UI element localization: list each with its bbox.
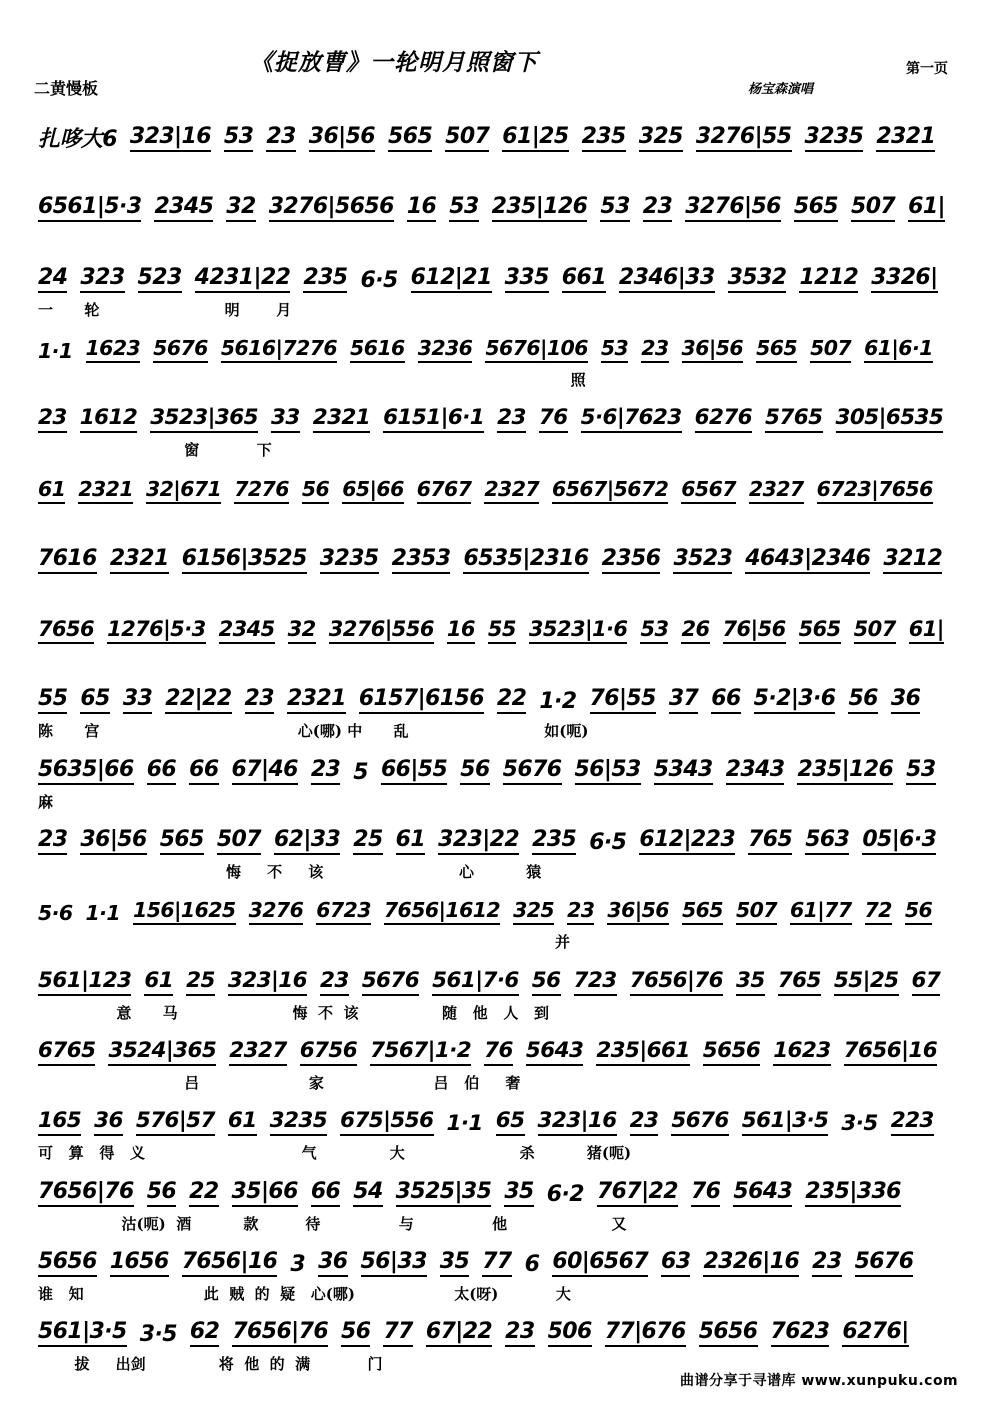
note-group: 35 — [440, 1250, 469, 1277]
note-group: 223 — [891, 1109, 934, 1136]
tempo-mode-label: 二黄慢板 — [34, 79, 99, 98]
note-group: 61 — [144, 969, 173, 996]
jianpu-notes — [38, 1313, 950, 1347]
note-group: 235 — [532, 828, 576, 855]
lyric-text: 窗 下 — [38, 441, 272, 460]
note-group: 54 — [353, 1180, 382, 1207]
note-group: 1·1 — [38, 338, 73, 363]
note-group: 61 — [228, 1109, 257, 1136]
note-group: 3276|56 — [685, 195, 781, 222]
note-group: 23 — [311, 758, 340, 785]
note-group: 7567|1·2 — [370, 1039, 471, 1066]
note-group: 7616 — [38, 547, 97, 574]
note-group: 5676 — [855, 1250, 914, 1277]
note-group: 1276|5·3 — [107, 617, 206, 644]
note-group: 7276 — [234, 477, 289, 504]
note-group: 506 — [548, 1320, 592, 1347]
note-group: 7623 — [771, 1320, 830, 1347]
note-group: 235 — [303, 266, 347, 293]
note-group: 2327 — [484, 477, 539, 504]
note-group: 36 — [891, 687, 920, 714]
note-group: 235|126 — [492, 195, 588, 222]
note-group: 22 — [189, 1180, 218, 1207]
note-group: 2353 — [392, 547, 451, 574]
note-group: 22 — [497, 687, 526, 714]
jianpu-notes — [38, 118, 950, 152]
notation-line — [0, 329, 992, 399]
note-group: 5343 — [654, 758, 713, 785]
note-group: 66 — [147, 758, 176, 785]
jianpu-notes — [38, 1032, 950, 1066]
note-group: 1623 — [773, 1039, 830, 1066]
note-group: 5635|66 — [38, 758, 134, 785]
note-group: 2345 — [154, 195, 213, 222]
note-group: 565 — [682, 898, 723, 925]
jianpu-notes — [38, 188, 950, 222]
note-group: 563 — [805, 828, 849, 855]
note-group: 72 — [865, 898, 892, 925]
jianpu-notes — [38, 891, 950, 925]
note-group: 612|223 — [639, 828, 735, 855]
note-group: 23 — [38, 406, 67, 433]
note-group: 65 — [496, 1109, 525, 1136]
note-group: 2327 — [749, 477, 804, 504]
note-group: 156|1625 — [133, 898, 236, 925]
note-group: 3 — [290, 1251, 306, 1277]
note-group: 1·1 — [446, 1111, 483, 1137]
lyric-text: 吕 家 吕 伯 奢 — [38, 1073, 521, 1092]
note-group: 561|123 — [38, 969, 131, 996]
notation-line — [0, 399, 992, 469]
note-group: 6723|7656 — [817, 477, 933, 504]
note-group: 565 — [160, 828, 204, 855]
note-group: 65 — [80, 687, 109, 714]
note-group: 37 — [669, 687, 698, 714]
lyric-text: 并 — [38, 933, 570, 952]
note-group: 2321 — [110, 547, 169, 574]
score-title: 《捉放曹》一轮明月照窗下 — [250, 49, 538, 76]
lyric-text — [38, 580, 950, 602]
note-group: 23 — [630, 1109, 659, 1136]
note-group: 507 — [810, 336, 851, 363]
note-group: 63 — [661, 1250, 690, 1277]
note-group: 723 — [574, 969, 617, 996]
note-group: 77 — [383, 1320, 412, 1347]
note-group: 765 — [748, 828, 792, 855]
lyric-text: 谁 知 此 贼 的 疑 心(哪) 太(呀) 大 — [38, 1284, 571, 1303]
note-group: 507 — [854, 617, 896, 644]
notation-line — [0, 118, 992, 188]
lyric-text: 一 轮 明 月 — [38, 300, 292, 319]
jianpu-notes — [38, 751, 950, 785]
jianpu-notes — [38, 821, 950, 855]
note-group: 5676 — [503, 758, 562, 785]
note-group: 235|126 — [797, 758, 893, 785]
note-group: 23 — [567, 898, 594, 925]
notation-line — [0, 188, 992, 258]
note-group: 36|56 — [309, 125, 375, 152]
note-group: 1·2 — [539, 689, 577, 715]
note-group: 61 — [396, 828, 425, 855]
note-group: 5656 — [38, 1250, 97, 1277]
note-group: 66 — [311, 1180, 340, 1207]
note-group: 23 — [643, 195, 672, 222]
note-group: 3276 — [249, 898, 304, 925]
note-group: 24 — [38, 266, 67, 293]
note-group: 53 — [600, 195, 629, 222]
note-group: 507 — [736, 898, 777, 925]
note-group: 23 — [505, 1320, 534, 1347]
note-group: 323|16 — [538, 1109, 617, 1136]
note-group: 7656 — [38, 617, 94, 644]
performer-credit: 杨宝森演唱 — [748, 82, 814, 97]
note-group: 23 — [641, 336, 668, 363]
note-group: 5616|7276 — [221, 336, 337, 363]
note-group: 33 — [271, 406, 300, 433]
note-group: 25 — [186, 969, 215, 996]
note-group: 53 — [640, 617, 668, 644]
note-group: 323|22 — [438, 828, 519, 855]
note-group: 6·2 — [546, 1181, 584, 1207]
notation-line — [0, 1032, 992, 1102]
note-group: 561|3·5 — [38, 1320, 127, 1347]
lyric-text: 可 算 得 义 气 大 杀 猪(呃) — [38, 1144, 632, 1163]
note-group: 26 — [681, 617, 709, 644]
note-group: 05|6·3 — [862, 828, 936, 855]
note-group: 2321 — [287, 687, 346, 714]
note-group: 5656 — [699, 1320, 758, 1347]
note-group: 305|6535 — [836, 406, 944, 433]
jianpu-notes — [38, 1173, 950, 1207]
note-group: 2346|33 — [619, 266, 715, 293]
note-group: 2321 — [876, 125, 935, 152]
notation-line — [0, 821, 992, 891]
note-group: 55|25 — [834, 969, 899, 996]
note-group: 765 — [778, 969, 821, 996]
note-group: 2326|16 — [703, 1250, 799, 1277]
note-group: 6567|5672 — [552, 477, 668, 504]
note-group: 507 — [851, 195, 895, 222]
note-group: 77|676 — [605, 1320, 686, 1347]
note-group: 55 — [38, 687, 67, 714]
note-group: 3·5 — [841, 1111, 878, 1137]
note-group: 67|22 — [426, 1320, 492, 1347]
note-group: 36|56 — [682, 336, 744, 363]
note-group: 1212 — [799, 266, 858, 293]
note-group: 6151|6·1 — [383, 406, 484, 433]
note-group: 66|55 — [381, 758, 447, 785]
note-group: 61|77 — [790, 898, 852, 925]
note-group: 65|66 — [342, 477, 404, 504]
note-group: 6276 — [695, 406, 752, 433]
note-group: 5·2|3·6 — [754, 687, 836, 714]
note-group: 67 — [912, 969, 941, 996]
note-group: 3523|365 — [150, 406, 258, 433]
jianpu-notes — [38, 680, 950, 714]
note-group: 35|66 — [232, 1180, 298, 1207]
note-group: 61 — [38, 477, 65, 504]
note-group: 22|22 — [165, 687, 231, 714]
lyric-text: 拔 出剑 将 他 的 满 门 — [38, 1355, 383, 1374]
jianpu-notes — [38, 610, 950, 644]
note-group: 23 — [812, 1250, 841, 1277]
note-group: 7656|76 — [38, 1180, 134, 1207]
note-group: 335 — [505, 266, 549, 293]
note-group: 56 — [341, 1320, 370, 1347]
lyric-text — [38, 510, 950, 532]
note-group: 76 — [539, 406, 568, 433]
note-group: 16 — [447, 617, 475, 644]
note-group: 6723 — [316, 898, 371, 925]
notation-line — [0, 1102, 992, 1172]
note-group: 5676|106 — [485, 336, 588, 363]
note-group: 53 — [601, 336, 628, 363]
note-group: 565 — [794, 195, 838, 222]
jianpu-notes — [38, 329, 950, 363]
note-group: 1612 — [80, 406, 137, 433]
note-group: 23 — [497, 406, 526, 433]
note-group: 7656|16 — [182, 1250, 278, 1277]
note-group: 5·6|7623 — [581, 406, 682, 433]
lyric-text: 沽(呃) 酒 款 待 与 他 又 — [38, 1214, 627, 1233]
lyric-text — [38, 158, 950, 180]
note-group: 325 — [639, 125, 683, 152]
note-group: 6561|5·3 — [38, 195, 141, 222]
note-group: 35 — [736, 969, 765, 996]
note-group: 5 — [353, 759, 368, 785]
jianpu-notes — [38, 259, 950, 293]
note-group: 56 — [905, 898, 932, 925]
note-group: 325 — [513, 898, 554, 925]
notation-line — [0, 962, 992, 1032]
note-group: 2356 — [602, 547, 661, 574]
note-group: 53 — [906, 758, 935, 785]
note-group: 3523|1·6 — [529, 617, 628, 644]
jianpu-notes — [38, 1243, 950, 1277]
notation-line — [0, 1173, 992, 1243]
note-group: 2327 — [229, 1039, 286, 1066]
note-group: 23 — [320, 969, 349, 996]
note-group: 5765 — [765, 406, 822, 433]
note-group: 61|6·1 — [864, 336, 933, 363]
note-group: 565 — [756, 336, 797, 363]
note-group: 2345 — [219, 617, 275, 644]
notation-line — [0, 680, 992, 750]
note-group: 56|53 — [575, 758, 641, 785]
note-group: 323|16 — [228, 969, 307, 996]
note-group: 3·5 — [139, 1322, 177, 1348]
note-group: 3525|35 — [396, 1180, 492, 1207]
lyric-text: 陈 宫 心(哪) 中 乱 如(呃) — [38, 722, 589, 741]
note-group: 3212 — [883, 547, 942, 574]
note-group: 5676 — [671, 1109, 728, 1136]
note-group: 235|661 — [596, 1039, 689, 1066]
note-group: 56 — [532, 969, 561, 996]
note-group: 235|336 — [805, 1180, 901, 1207]
note-group: 3235 — [320, 547, 379, 574]
note-group: 323 — [80, 266, 124, 293]
note-group: 5676 — [362, 969, 419, 996]
note-group: 612|21 — [411, 266, 492, 293]
note-group: 6156|3525 — [182, 547, 307, 574]
note-group: 53 — [224, 125, 253, 152]
note-group: 76|55 — [590, 687, 656, 714]
note-group: 23 — [266, 125, 295, 152]
note-group: 7656|76 — [630, 969, 723, 996]
lyric-text: 麻 — [38, 792, 54, 811]
note-group: 3524|365 — [108, 1039, 216, 1066]
lyric-text: 意 马 悔 不 该 随 他 人 到 — [38, 1003, 549, 1022]
note-group: 165 — [38, 1109, 81, 1136]
note-group: 507 — [445, 125, 489, 152]
note-group: 5616 — [350, 336, 405, 363]
note-group: 2321 — [313, 406, 370, 433]
note-group: 7656|76 — [232, 1320, 328, 1347]
note-group: 3235 — [270, 1109, 327, 1136]
note-group: 23 — [38, 828, 67, 855]
note-group: 3236 — [418, 336, 473, 363]
note-group: 66 — [189, 758, 218, 785]
note-group: 6765 — [38, 1039, 95, 1066]
note-group: 76|56 — [723, 617, 786, 644]
note-group: 1656 — [110, 1250, 169, 1277]
watermark-footer: 曲谱分享于寻谱库 www.xunpuku.com — [680, 1373, 959, 1389]
notation-line — [0, 540, 992, 610]
note-group: 67|46 — [232, 758, 298, 785]
note-group: 56 — [147, 1180, 176, 1207]
note-group: 2321 — [78, 477, 133, 504]
lyric-text: 照 — [38, 370, 586, 389]
note-group: 507 — [217, 828, 261, 855]
note-group: 1·1 — [85, 901, 121, 926]
note-group: 3326| — [871, 266, 937, 293]
note-group: 6535|2316 — [463, 547, 588, 574]
note-group: 36|56 — [80, 828, 146, 855]
note-group: 6 — [524, 1251, 540, 1277]
note-group: 3276|5656 — [269, 195, 394, 222]
note-group: 6567 — [681, 477, 736, 504]
lyric-text — [38, 228, 950, 250]
note-group: 6·5 — [360, 267, 398, 293]
note-group: 32 — [226, 195, 255, 222]
note-group: 1623 — [86, 336, 141, 363]
note-group: 36|56 — [607, 898, 669, 925]
note-group: 3532 — [728, 266, 787, 293]
note-group: 7656|16 — [844, 1039, 937, 1066]
note-group: 56|33 — [361, 1250, 427, 1277]
note-group: 3523 — [673, 547, 732, 574]
lyric-text — [38, 650, 950, 672]
note-group: 53 — [449, 195, 478, 222]
note-group: 33 — [123, 687, 152, 714]
note-group: 36 — [94, 1109, 123, 1136]
note-group: 56 — [460, 758, 489, 785]
note-group: 62|33 — [274, 828, 340, 855]
note-group: 561|7·6 — [432, 969, 519, 996]
note-group: 77 — [482, 1250, 511, 1277]
note-group: 62 — [190, 1320, 219, 1347]
note-group: 25 — [353, 828, 382, 855]
note-group: 767|22 — [597, 1180, 678, 1207]
note-group: 523 — [138, 266, 182, 293]
note-group: 66 — [711, 687, 740, 714]
note-group: 61|25 — [502, 125, 568, 152]
jianpu-notes — [38, 1102, 950, 1136]
note-group: 56 — [302, 477, 329, 504]
note-group: 76 — [691, 1180, 720, 1207]
notation-line — [0, 470, 992, 540]
jianpu-notes — [38, 962, 950, 996]
note-group: 23 — [245, 687, 274, 714]
page-number: 第一页 — [906, 61, 948, 77]
notation-line — [0, 751, 992, 821]
note-group: 5676 — [153, 336, 208, 363]
notation-line — [0, 1243, 992, 1313]
note-group: 323|16 — [130, 125, 211, 152]
note-group: 5·6 — [38, 901, 73, 926]
note-group: 661 — [562, 266, 606, 293]
note-group: 7656|1612 — [384, 898, 500, 925]
note-group: 6·5 — [589, 830, 627, 855]
notation-line — [0, 891, 992, 961]
note-group: 5643 — [733, 1180, 792, 1207]
note-group: 61| — [908, 195, 945, 222]
note-group: 35 — [504, 1180, 533, 1207]
note-group: 6756 — [300, 1039, 357, 1066]
note-group: 2343 — [726, 758, 785, 785]
jianpu-notes — [38, 540, 950, 574]
note-group: 55 — [488, 617, 516, 644]
note-group: 3235 — [805, 125, 864, 152]
note-group: 76 — [484, 1039, 513, 1066]
note-group: 16 — [407, 195, 436, 222]
notation-line — [0, 610, 992, 680]
note-group: 3276|556 — [329, 617, 434, 644]
note-group: 576|57 — [136, 1109, 215, 1136]
note-group: 565 — [388, 125, 432, 152]
note-group: 6767 — [417, 477, 472, 504]
note-group: 6157|6156 — [359, 687, 484, 714]
note-group: 56 — [848, 687, 877, 714]
note-group: 3276|55 — [696, 125, 792, 152]
jianpu-notes — [38, 399, 950, 433]
lyric-text: 悔 不 该 心 猿 — [38, 863, 542, 881]
note-group: 61| — [909, 617, 944, 644]
note-group: 675|556 — [340, 1109, 433, 1136]
note-group: 565 — [799, 617, 841, 644]
jianpu-notes — [38, 470, 950, 504]
note-group: 32|671 — [146, 477, 221, 504]
note-group: 4643|2346 — [745, 547, 870, 574]
note-group: 5643 — [526, 1039, 583, 1066]
note-group: 扎哆大6 — [38, 127, 117, 152]
note-group: 60|6567 — [552, 1250, 648, 1277]
note-group: 4231|22 — [195, 266, 291, 293]
notation-line — [0, 259, 992, 329]
note-group: 36 — [318, 1250, 347, 1277]
note-group: 5656 — [703, 1039, 760, 1066]
note-group: 6276| — [842, 1320, 908, 1347]
note-group: 561|3·5 — [742, 1109, 829, 1136]
note-group: 235 — [582, 125, 626, 152]
note-group: 32 — [288, 617, 316, 644]
